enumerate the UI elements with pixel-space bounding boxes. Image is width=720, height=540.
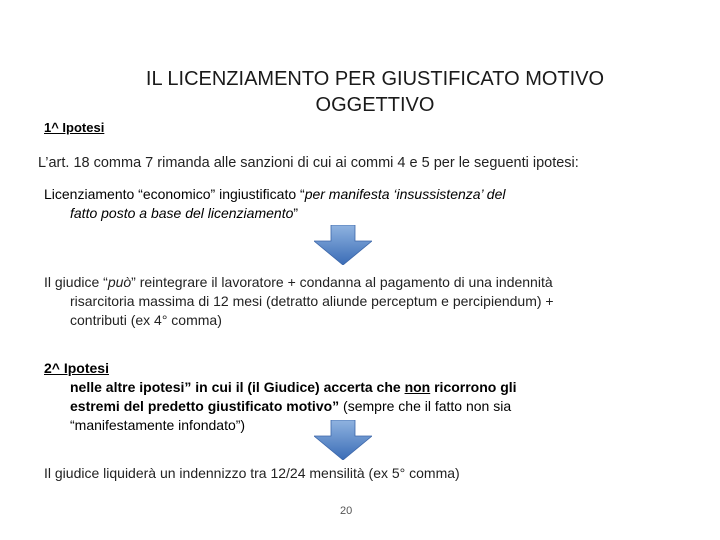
ipotesi2-bold-2: ricorrono gli <box>430 379 517 395</box>
ipotesi2-normal: (sempre che il fatto non sia <box>339 398 512 414</box>
para2-text-1: Il giudice “ <box>44 274 108 290</box>
para1-text-1: Licenziamento “economico” ingiustificato “ <box>44 186 305 202</box>
ipotesi-2-label: 2^ Ipotesi <box>44 360 109 376</box>
paragraph-giudice-reintegra <box>44 273 640 330</box>
page-number: 20 <box>340 505 353 517</box>
paragraph-licenziamento <box>44 185 640 223</box>
title-line-2: OGGETTIVO <box>315 94 435 116</box>
ipotesi2-line-3: “manifestamente infondato”) <box>70 417 246 433</box>
para1-italic-1: per manifesta ‘insussistenza’ del <box>304 186 506 202</box>
paragraph-indennizzo: Il giudice liquiderà un indennizzo tra 12/24 mensilità (ex 5° comma) <box>44 465 460 481</box>
down-arrow-icon <box>314 225 372 265</box>
ipotesi2-bold-1: nelle altre ipotesi” in cui il (il Giudice) accerta che <box>70 379 405 395</box>
ipotesi-1-label: 1^ Ipotesi <box>44 120 105 135</box>
ipotesi2-underlined: non <box>404 379 431 395</box>
ipotesi2-bold-3: estremi del predetto giustificato motivo” <box>70 398 340 414</box>
para2-italic: può <box>107 274 132 290</box>
para2-text-2: ” reintegrare il lavoratore + condanna al pagamento di una indennità <box>131 274 553 290</box>
para1-text-2: ” <box>293 205 299 221</box>
para2-line-3: contributi (ex 4° comma) <box>70 312 222 328</box>
slide-title <box>60 66 690 118</box>
para1-italic-2: fatto posto a base del licenziamento <box>70 205 294 221</box>
intro-text: L’art. 18 comma 7 rimanda alle sanzioni di cui ai commi 4 e 5 per le seguenti ipotesi: <box>38 155 579 171</box>
down-arrow-icon <box>314 420 372 460</box>
para2-line-2: risarcitoria massima di 12 mesi (detratto aliunde perceptum e percipiendum) + <box>70 293 554 309</box>
title-line-1: IL LICENZIAMENTO PER GIUSTIFICATO MOTIVO <box>145 68 605 90</box>
